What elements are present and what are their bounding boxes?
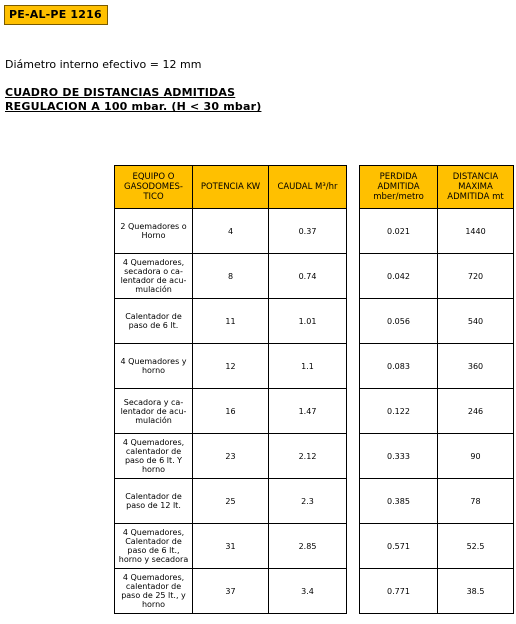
table-row <box>360 479 514 524</box>
cell-perdida: 0.385 <box>360 479 438 524</box>
cell-potencia: 11 <box>193 299 269 344</box>
cell-distancia: 90 <box>438 434 514 479</box>
table-heading-line1: CUADRO DE DISTANCIAS ADMITIDAS <box>5 86 236 99</box>
cell-distancia: 38.5 <box>438 569 514 614</box>
cell-equipo: 4 Quemadores y horno <box>115 344 193 389</box>
cell-perdida: 0.771 <box>360 569 438 614</box>
table-row <box>360 569 514 614</box>
table-row <box>360 389 514 434</box>
table-row <box>360 299 514 344</box>
cell-perdida: 0.122 <box>360 389 438 434</box>
header-perdida: PERDIDA ADMITIDA mber/metro <box>360 166 438 209</box>
table-row <box>115 299 347 344</box>
cell-potencia: 8 <box>193 254 269 299</box>
cell-equipo: 4 Quemadores, secadora o ca-lentador de acu-mulación <box>115 254 193 299</box>
cell-perdida: 0.333 <box>360 434 438 479</box>
table-heading-line2: REGULACION A 100 mbar. (H < 30 mbar) <box>5 100 262 113</box>
cell-perdida: 0.571 <box>360 524 438 569</box>
table-header-row <box>360 166 514 209</box>
cell-equipo: 2 Quemadores o Horno <box>115 209 193 254</box>
cell-caudal: 3.4 <box>269 569 347 614</box>
cell-potencia: 37 <box>193 569 269 614</box>
cell-distancia: 360 <box>438 344 514 389</box>
cell-caudal: 1.01 <box>269 299 347 344</box>
cell-perdida: 0.083 <box>360 344 438 389</box>
table-row <box>360 254 514 299</box>
table-row <box>115 344 347 389</box>
cell-equipo: Secadora y ca-lentador de acu-mulación <box>115 389 193 434</box>
cell-distancia: 78 <box>438 479 514 524</box>
table-row <box>115 254 347 299</box>
cell-perdida: 0.042 <box>360 254 438 299</box>
cell-caudal: 2.12 <box>269 434 347 479</box>
cell-distancia: 52.5 <box>438 524 514 569</box>
table-row <box>115 389 347 434</box>
cell-potencia: 25 <box>193 479 269 524</box>
table-row <box>360 434 514 479</box>
table-row <box>360 209 514 254</box>
cell-distancia: 540 <box>438 299 514 344</box>
table-header-row <box>115 166 347 209</box>
table-row <box>360 524 514 569</box>
cell-potencia: 23 <box>193 434 269 479</box>
table-row <box>115 524 347 569</box>
cell-distancia: 1440 <box>438 209 514 254</box>
cell-equipo: 4 Quemadores, calentador de paso de 25 lt., y horno <box>115 569 193 614</box>
table-row <box>115 434 347 479</box>
cell-potencia: 16 <box>193 389 269 434</box>
cell-potencia: 12 <box>193 344 269 389</box>
cell-caudal: 0.74 <box>269 254 347 299</box>
cell-perdida: 0.021 <box>360 209 438 254</box>
cell-perdida: 0.056 <box>360 299 438 344</box>
document-code: PE-AL-PE 1216 <box>4 5 108 25</box>
table-row <box>115 209 347 254</box>
table-row <box>115 569 347 614</box>
cell-equipo: Calentador de paso de 12 lt. <box>115 479 193 524</box>
header-caudal: CAUDAL M³/hr <box>269 166 347 209</box>
equipment-table <box>114 165 347 614</box>
cell-distancia: 720 <box>438 254 514 299</box>
cell-equipo: 4 Quemadores, Calentador de paso de 6 lt., horno y secadora <box>115 524 193 569</box>
table-row <box>360 344 514 389</box>
cell-equipo: 4 Quemadores, calentador de paso de 6 lt. Y horno <box>115 434 193 479</box>
cell-caudal: 1.1 <box>269 344 347 389</box>
cell-equipo: Calentador de paso de 6 lt. <box>115 299 193 344</box>
header-potencia: POTENCIA KW <box>193 166 269 209</box>
cell-caudal: 2.85 <box>269 524 347 569</box>
cell-caudal: 0.37 <box>269 209 347 254</box>
cell-distancia: 246 <box>438 389 514 434</box>
distance-table <box>359 165 514 614</box>
cell-caudal: 2.3 <box>269 479 347 524</box>
cell-potencia: 4 <box>193 209 269 254</box>
header-equipo: EQUIPO O GASODOMES-TICO <box>115 166 193 209</box>
diameter-text: Diámetro interno efectivo = 12 mm <box>5 58 202 71</box>
table-row <box>115 479 347 524</box>
cell-caudal: 1.47 <box>269 389 347 434</box>
cell-potencia: 31 <box>193 524 269 569</box>
header-distancia: DISTANCIA MAXIMA ADMITIDA mt <box>438 166 514 209</box>
